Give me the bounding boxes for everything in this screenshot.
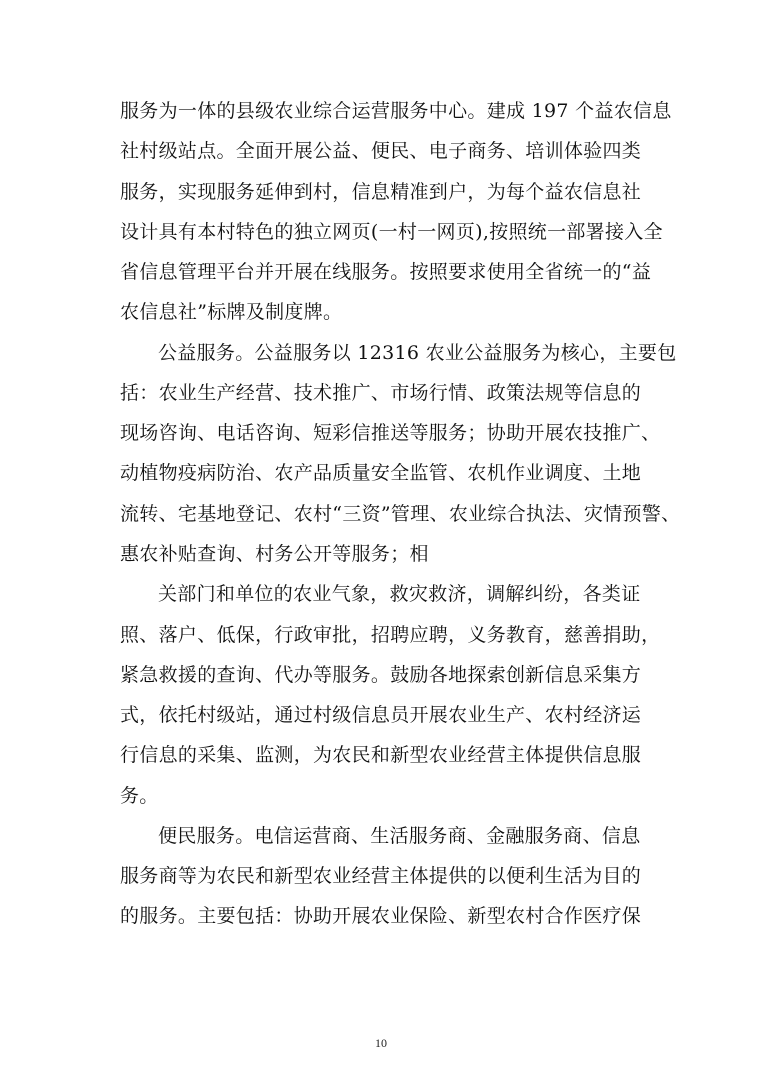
paragraph-first-line: 关部门和单位的农业气象，救灾救济，调解纠纷，各类证 (158, 583, 641, 605)
text-line: 照、落户、低保，行政审批，招聘应聘，义务教育，慈善捐助， (120, 624, 661, 646)
text-line: 服务，实现服务延伸到村，信息精准到户，为每个益农信息社 (120, 181, 642, 203)
paragraph-first-line: 便民服务。电信运营商、生活服务商、金融服务商、信息 (158, 825, 641, 847)
text-line: 的服务。主要包括：协助开展农业保险、新型农村合作医疗保 (120, 905, 642, 927)
text-line: 动植物疫病防治、农产品质量安全监管、农机作业调度、土地 (120, 462, 642, 484)
text-line: 农信息社”标牌及制度牌。 (120, 301, 343, 323)
text-line: 设计具有本村特色的独立网页(一村一网页),按照统一部署接入全 (120, 221, 663, 243)
text-line: 社村级站点。全面开展公益、便民、电子商务、培训体验四类 (120, 140, 642, 162)
text-line: 行信息的采集、监测，为农民和新型农业经营主体提供信息服 (120, 744, 642, 766)
text-line: 现场咨询、电话咨询、短彩信推送等服务；协助开展农技推广、 (120, 422, 661, 444)
text-line: 省信息管理平台并开展在线服务。按照要求使用全省统一的“益 (120, 261, 652, 283)
text-line: 惠农补贴查询、村务公开等服务；相 (120, 543, 429, 565)
text-line: 紧急救援的查询、代办等服务。鼓励各地探索创新信息采集方 (120, 664, 642, 686)
text-line: 括：农业生产经营、技术推广、市场行情、政策法规等信息的 (120, 382, 642, 404)
text-line: 服务为一体的县级农业综合运营服务中心。建成 197 个益农信息 (120, 100, 672, 122)
paragraph-first-line: 公益服务。公益服务以 12316 农业公益服务为核心，主要包 (158, 342, 677, 364)
text-line: 服务商等为农民和新型农业经营主体提供的以便利生活为目的 (120, 865, 642, 887)
text-line: 式，依托村级站，通过村级信息员开展农业生产、农村经济运 (120, 704, 642, 726)
page-number: 10 (375, 1036, 387, 1050)
text-line: 流转、宅基地登记、农村“三资”管理、农业综合执法、灾情预警、 (120, 503, 681, 525)
text-line: 务。 (120, 785, 159, 807)
